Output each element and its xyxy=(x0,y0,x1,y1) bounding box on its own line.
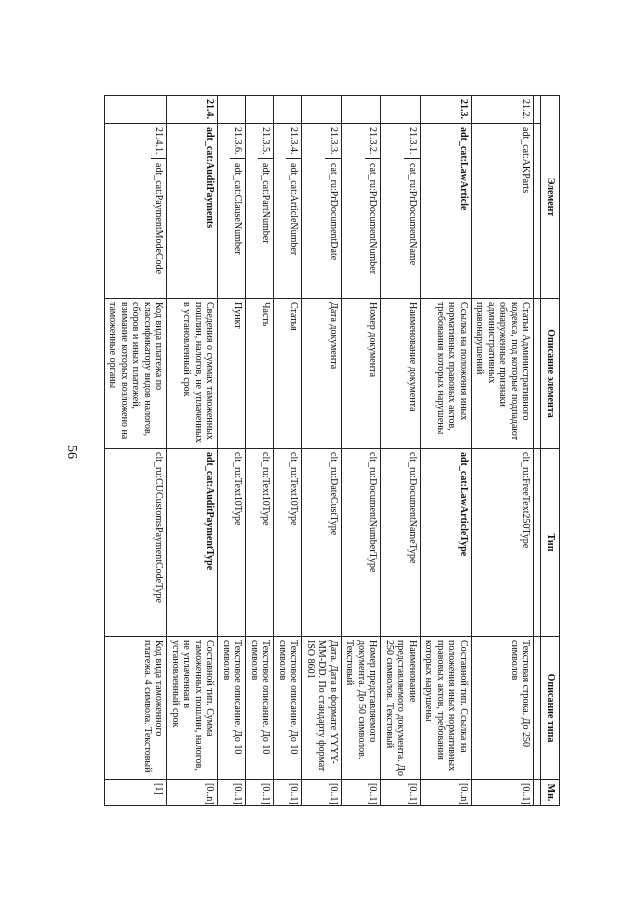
row-type: adt_cat:AuditPaymentType xyxy=(167,449,218,637)
row-element: adt_cat:PartNumber xyxy=(260,163,272,244)
row-number: 21.2. xyxy=(472,96,535,124)
row-mn: [0..1] xyxy=(218,780,246,806)
row-element-desc: Статья xyxy=(274,299,302,449)
table-row xyxy=(421,96,472,806)
row-element: cat_ru:PrDocumentNumber xyxy=(367,163,379,275)
table-header-row xyxy=(541,96,560,806)
row-element-desc: Дата документа xyxy=(302,299,342,449)
row-type-desc: Дата. Дата в формате YYYY-MM-DD. По стандарту формат ISO 8601 xyxy=(302,637,342,780)
row-element: adt_cat:PaymentModeCode xyxy=(153,163,165,275)
row-number: 21.3.4. xyxy=(286,127,302,159)
table-row xyxy=(274,96,302,806)
row-type: adt_cat:LawArticleType xyxy=(421,449,472,637)
table-row xyxy=(246,96,274,806)
row-element-desc: Часть xyxy=(246,299,274,449)
row-element-cell xyxy=(302,124,342,299)
row-number: 21.4. xyxy=(167,96,218,124)
row-mn: [0..1] xyxy=(342,780,382,806)
row-element: cat_ru:PrDocumentName xyxy=(407,163,418,266)
row-element-cell xyxy=(381,124,421,299)
row-element: adt_cat:AuditPayments xyxy=(167,124,218,299)
header-separator xyxy=(534,96,541,806)
row-element-cell xyxy=(246,124,274,299)
row-type: clt_ru:Text10Type xyxy=(246,449,274,637)
row-type: clt_ru:Text10Type xyxy=(274,449,302,637)
table-row xyxy=(302,96,342,806)
row-element-cell xyxy=(274,124,302,299)
row-type: clt_ru:FreeText250Type xyxy=(472,449,535,637)
header-type: Тип xyxy=(541,449,560,637)
elements-table xyxy=(104,95,560,806)
row-mn: [0..n] xyxy=(167,780,218,806)
row-element: cat_ru:PrDocumentDate xyxy=(328,163,339,261)
row-indent xyxy=(381,96,421,124)
row-mn: [0..1] xyxy=(274,780,302,806)
row-mn: [0..n] xyxy=(421,780,472,806)
row-type-desc: Текстовое описание. До 10 символов xyxy=(218,637,246,780)
row-type-desc: Составной тип. Ссылка на положения иных нормативных правовых актов, требования которых нарушены xyxy=(421,637,472,780)
page-number: 56 xyxy=(64,445,79,459)
row-indent xyxy=(105,96,168,124)
row-element-cell xyxy=(218,124,246,299)
row-indent xyxy=(342,96,382,124)
row-element: adt_cat:ArticleNumber xyxy=(288,163,300,256)
row-mn: [0..1] xyxy=(472,780,535,806)
header-element: Элемент xyxy=(541,96,560,299)
row-type: clt_ru:DocumentNumberType xyxy=(342,449,382,637)
row-element: adt_cat:ClauseNumber xyxy=(232,163,244,255)
table-row xyxy=(472,96,535,806)
row-type-desc: Текстовое описание. До 10 символов xyxy=(246,637,274,780)
row-number: 21.4.1. xyxy=(151,127,167,159)
row-element: adt_cat:AKParts xyxy=(472,124,535,299)
row-type: clt_ru:DateCustType xyxy=(302,449,342,637)
rotated-table-wrapper xyxy=(96,95,560,805)
row-element-desc: Наименование документа xyxy=(381,299,421,449)
row-indent xyxy=(274,96,302,124)
table-row xyxy=(342,96,382,806)
table-row xyxy=(167,96,218,806)
row-number: 21.3.2. xyxy=(365,127,381,159)
row-type-desc: Текстовая строка. До 250 символов xyxy=(472,637,535,780)
row-number: 21.3.5. xyxy=(258,127,274,159)
row-number: 21.3.3. xyxy=(326,127,342,159)
row-type-desc: Код вида таможенного платежа. 4 символа. Текстовый xyxy=(105,637,168,780)
row-element-desc: Сведения о суммах таможенных пошлин, налогов, не уплаченных в установленный срок xyxy=(167,299,218,449)
row-element-cell xyxy=(342,124,382,299)
row-type: clt_ru:CUCustomsPaymentCodeType xyxy=(105,449,168,637)
row-mn: [1] xyxy=(105,780,168,806)
header-element-desc: Описание элемента xyxy=(541,299,560,449)
row-element: adt_cat:LawArticle xyxy=(421,124,472,299)
row-element-desc: Статьи Административного кодекса, под которые подпадают обнаруженные признаки административных правонарушений xyxy=(472,299,535,449)
row-indent xyxy=(302,96,342,124)
row-number: 21.3.6. xyxy=(230,127,246,159)
row-element-desc: Ссылка на положения иных нормативных правовых актов, требования которых нарушены xyxy=(421,299,472,449)
row-element-desc: Пункт xyxy=(218,299,246,449)
row-indent xyxy=(246,96,274,124)
row-element-desc: Номер документа xyxy=(342,299,382,449)
header-type-desc: Описание типа xyxy=(541,637,560,780)
row-number: 21.3.1. xyxy=(405,127,421,159)
row-type: clt_ru:Text10Type xyxy=(218,449,246,637)
row-number: 21.3. xyxy=(421,96,472,124)
row-mn: [0..1] xyxy=(246,780,274,806)
table-row xyxy=(381,96,421,806)
row-type-desc: Текстовое описание. До 10 символов xyxy=(274,637,302,780)
header-mn: Мн. xyxy=(541,780,560,806)
row-element-cell xyxy=(105,124,168,299)
table-row xyxy=(105,96,168,806)
row-mn: [0..1] xyxy=(302,780,342,806)
row-type-desc: Составной тип. Сумма таможенных пошлин, налогов, не уплаченная в установленный срок xyxy=(167,637,218,780)
table-row xyxy=(218,96,246,806)
row-type: clt_ru:DocumentNameType xyxy=(381,449,421,637)
row-element-desc: Код вида платежа по классификатору видов налогов, сборов и иных платежей, взимание которых возложено на таможенные органы xyxy=(105,299,168,449)
row-type-desc: Номер представляемого документа. До 50 символов. Текстовый xyxy=(342,637,382,780)
row-mn: [0..1] xyxy=(381,780,421,806)
row-indent xyxy=(218,96,246,124)
row-type-desc: Наименование представляемого документа. До 250 символов. Текстовый xyxy=(381,637,421,780)
